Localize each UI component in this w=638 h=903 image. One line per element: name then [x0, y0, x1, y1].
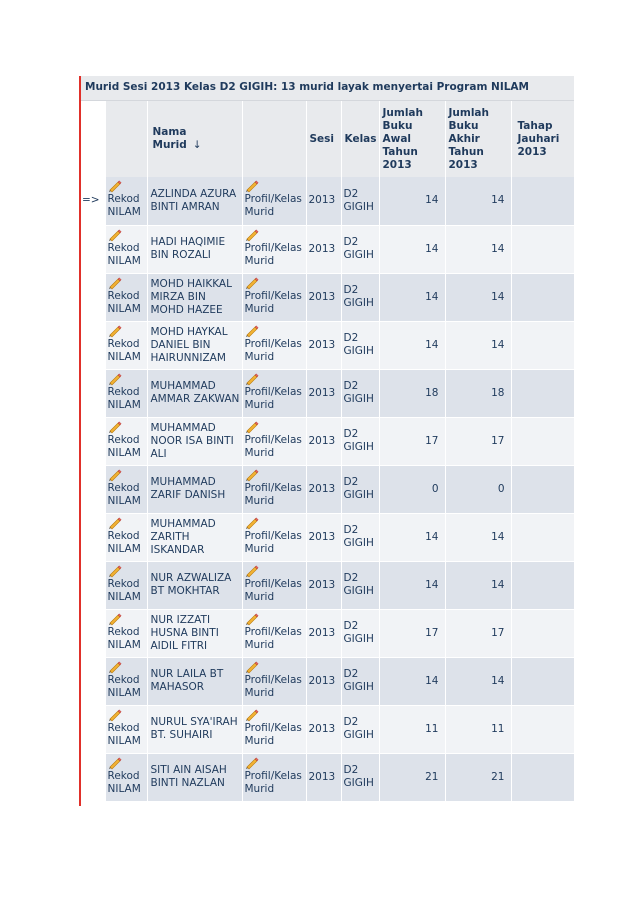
profil-label: Profil/Kelas — [244, 673, 302, 686]
pencil-icon[interactable] — [245, 564, 259, 578]
current-row-marker — [81, 609, 105, 657]
jumlah-akhir-cell: 17 — [445, 609, 511, 657]
table-row — [81, 321, 574, 369]
murid-label: Murid — [244, 494, 275, 507]
header-kelas[interactable]: Kelas — [341, 101, 379, 177]
nama-line: BT. SUHAIRI — [150, 729, 213, 741]
kelas-cell — [341, 273, 379, 321]
pencil-icon[interactable] — [108, 420, 122, 434]
pencil-icon[interactable] — [245, 516, 259, 530]
table-row — [81, 465, 574, 513]
murid-label: Murid — [244, 254, 275, 267]
kelas-line: GIGIH — [343, 200, 374, 213]
nama-murid-cell — [147, 417, 242, 465]
kelas-cell — [341, 513, 379, 561]
nama-line: AIDIL FITRI — [150, 639, 208, 652]
nilam-label: NILAM — [107, 254, 141, 267]
murid-label: Murid — [244, 542, 275, 555]
kelas-line: D2 — [343, 572, 359, 584]
profil-label: Profil/Kelas — [244, 289, 302, 302]
profil-kelas-link[interactable] — [242, 513, 306, 561]
kelas-line: D2 — [343, 476, 359, 488]
murid-label: Murid — [244, 350, 275, 363]
header-line: Buku — [382, 120, 413, 132]
nama-line: ZARIF DANISH — [150, 489, 226, 501]
sesi-cell: 2013 — [306, 609, 341, 657]
table-header-row — [81, 101, 574, 177]
kelas-line: D2 — [343, 380, 359, 392]
nama-murid-cell — [147, 609, 242, 657]
kelas-line: D2 — [343, 428, 359, 440]
nama-murid-cell — [147, 561, 242, 609]
table-row — [81, 273, 574, 321]
pencil-icon[interactable] — [245, 612, 259, 626]
nama-line: MAHASOR — [150, 681, 205, 693]
rekod-label: Rekod — [107, 385, 140, 398]
profil-kelas-link[interactable] — [242, 225, 306, 273]
murid-label: Murid — [244, 638, 275, 651]
kelas-line: GIGIH — [343, 585, 374, 597]
nilam-label: NILAM — [107, 302, 141, 315]
murid-label: Murid — [244, 302, 275, 315]
kelas-line: GIGIH — [343, 441, 374, 453]
jumlah-akhir-cell: 14 — [445, 177, 511, 225]
header-line: Jumlah — [382, 107, 423, 119]
nama-murid-cell — [147, 321, 242, 369]
header-line: Jauhari — [517, 132, 560, 145]
nama-murid-cell — [147, 753, 242, 801]
profil-kelas-link[interactable] — [242, 369, 306, 417]
header-profil-col — [242, 101, 306, 177]
kelas-cell — [341, 657, 379, 705]
tahap-jauhari-cell — [511, 753, 574, 801]
table-row — [81, 753, 574, 801]
profil-label: Profil/Kelas — [244, 193, 302, 205]
rekod-nilam-link[interactable] — [105, 561, 147, 609]
rekod-nilam-link[interactable] — [105, 417, 147, 465]
table-caption-bar — [81, 76, 574, 101]
jumlah-awal-cell: 14 — [379, 321, 445, 369]
rekod-nilam-link[interactable] — [105, 321, 147, 369]
murid-label: Murid — [244, 734, 275, 747]
sesi-cell: 2013 — [306, 465, 341, 513]
pencil-icon[interactable] — [108, 468, 122, 482]
kelas-cell — [341, 609, 379, 657]
header-line: Jumlah — [448, 107, 489, 119]
jumlah-akhir-cell: 17 — [445, 417, 511, 465]
nilam-label: NILAM — [107, 734, 141, 747]
tahap-jauhari-cell — [511, 609, 574, 657]
kelas-line: GIGIH — [343, 681, 374, 693]
current-row-marker — [81, 273, 105, 321]
rekod-label: Rekod — [107, 769, 140, 782]
sesi-cell: 2013 — [306, 225, 341, 273]
pencil-icon[interactable] — [245, 179, 259, 193]
profil-label: Profil/Kelas — [244, 721, 302, 734]
sesi-cell: 2013 — [306, 705, 341, 753]
header-line: Awal — [382, 133, 412, 145]
table-caption: Murid Sesi 2013 Kelas D2 GIGIH: 13 murid layak menyertai Program NILAM — [85, 81, 529, 93]
pencil-icon[interactable] — [108, 756, 122, 770]
header-line: Akhir — [448, 133, 480, 145]
rekod-label: Rekod — [107, 673, 140, 686]
header-rekod-col — [105, 101, 147, 177]
profil-kelas-link[interactable] — [242, 273, 306, 321]
sesi-cell: 2013 — [306, 273, 341, 321]
profil-kelas-link[interactable] — [242, 417, 306, 465]
nama-line: BINTI NAZLAN — [150, 777, 225, 789]
jumlah-akhir-cell: 14 — [445, 321, 511, 369]
jumlah-awal-cell: 14 — [379, 657, 445, 705]
tahap-jauhari-cell — [511, 705, 574, 753]
rekod-label: Rekod — [107, 529, 140, 542]
pencil-icon[interactable] — [245, 468, 259, 482]
kelas-cell — [341, 705, 379, 753]
tahap-jauhari-cell — [511, 465, 574, 513]
nama-murid-cell — [147, 705, 242, 753]
kelas-line: GIGIH — [343, 633, 374, 645]
rekod-nilam-link[interactable] — [105, 609, 147, 657]
nama-line: NURUL SYA'IRAH — [150, 716, 238, 728]
pencil-icon[interactable] — [245, 660, 259, 674]
table-row — [81, 513, 574, 561]
header-line: 2013 — [448, 159, 478, 171]
header-line: Tahap — [517, 119, 553, 132]
pencil-icon[interactable] — [245, 324, 259, 338]
tahap-jauhari-cell — [511, 561, 574, 609]
kelas-line: D2 — [343, 236, 359, 248]
nilam-label: NILAM — [107, 446, 141, 459]
nama-line: AMMAR ZAKWAN — [150, 393, 240, 405]
header-jumlah-awal[interactable] — [379, 101, 445, 177]
header-line: 2013 — [382, 159, 412, 171]
kelas-line: GIGIH — [343, 249, 374, 261]
nilam-label: NILAM — [107, 494, 141, 507]
jumlah-akhir-cell: 14 — [445, 273, 511, 321]
tahap-jauhari-cell — [511, 177, 574, 225]
kelas-cell — [341, 465, 379, 513]
sort-down-icon[interactable]: ↓ — [192, 139, 202, 151]
nama-line: NUR LAILA BT — [150, 668, 224, 680]
nama-murid-cell — [147, 369, 242, 417]
nama-line: HUSNA BINTI — [150, 626, 219, 639]
kelas-line: D2 — [343, 284, 359, 296]
rekod-nilam-link[interactable] — [105, 177, 147, 225]
pencil-icon[interactable] — [108, 228, 122, 242]
jumlah-awal-cell: 11 — [379, 705, 445, 753]
table-row — [81, 417, 574, 465]
kelas-line: GIGIH — [343, 393, 374, 405]
murid-label: Murid — [244, 446, 275, 459]
nilam-label: NILAM — [107, 206, 141, 218]
pencil-icon[interactable] — [245, 372, 259, 386]
tahap-jauhari-cell — [511, 225, 574, 273]
profil-label: Profil/Kelas — [244, 385, 302, 398]
nama-line: MOHD HAIKKAL — [150, 277, 232, 290]
header-line: Buku — [448, 120, 479, 132]
rekod-nilam-link[interactable] — [105, 273, 147, 321]
nilam-label: NILAM — [107, 590, 141, 603]
kelas-cell — [341, 561, 379, 609]
pencil-icon[interactable] — [108, 324, 122, 338]
table-row — [81, 561, 574, 609]
rekod-label: Rekod — [107, 433, 140, 446]
pencil-icon[interactable] — [108, 660, 122, 674]
nilam-label: NILAM — [107, 638, 141, 651]
header-line: Tahun — [448, 146, 484, 158]
header-line: Tahun — [382, 146, 418, 158]
current-row-marker — [81, 657, 105, 705]
nama-line: ALI — [150, 447, 167, 460]
profil-label: Profil/Kelas — [244, 481, 302, 494]
jumlah-akhir-cell: 11 — [445, 705, 511, 753]
kelas-line: GIGIH — [343, 729, 374, 741]
profil-label: Profil/Kelas — [244, 433, 302, 446]
jumlah-akhir-cell: 14 — [445, 225, 511, 273]
rekod-nilam-link[interactable] — [105, 465, 147, 513]
sesi-cell: 2013 — [306, 753, 341, 801]
current-row-marker — [81, 225, 105, 273]
sesi-cell: 2013 — [306, 177, 341, 225]
jumlah-awal-cell: 21 — [379, 753, 445, 801]
nama-line: MIRZA BIN — [150, 290, 206, 303]
pencil-icon[interactable] — [245, 228, 259, 242]
kelas-line: GIGIH — [343, 537, 374, 549]
kelas-line: GIGIH — [343, 345, 374, 357]
profil-label: Profil/Kelas — [244, 241, 302, 254]
profil-label: Profil/Kelas — [244, 625, 302, 638]
nama-line: MUHAMMAD — [150, 421, 216, 434]
profil-kelas-link[interactable] — [242, 753, 306, 801]
current-row-marker — [81, 561, 105, 609]
rekod-nilam-link[interactable] — [105, 513, 147, 561]
jumlah-awal-cell: 14 — [379, 273, 445, 321]
rekod-label: Rekod — [107, 337, 140, 350]
rekod-nilam-link[interactable] — [105, 705, 147, 753]
kelas-line: GIGIH — [343, 489, 374, 501]
table-row — [81, 657, 574, 705]
jumlah-awal-cell: 0 — [379, 465, 445, 513]
profil-label: Profil/Kelas — [244, 577, 302, 590]
table-row — [81, 369, 574, 417]
nama-line: HADI HAQIMIE — [150, 236, 226, 248]
profil-kelas-link[interactable] — [242, 561, 306, 609]
sesi-cell: 2013 — [306, 417, 341, 465]
jumlah-awal-cell: 17 — [379, 417, 445, 465]
profil-label: Profil/Kelas — [244, 529, 302, 542]
pencil-icon[interactable] — [245, 756, 259, 770]
nama-murid-cell — [147, 465, 242, 513]
profil-label: Profil/Kelas — [244, 337, 302, 350]
jumlah-akhir-cell: 14 — [445, 561, 511, 609]
current-row-marker — [81, 321, 105, 369]
jumlah-akhir-cell: 14 — [445, 657, 511, 705]
rekod-label: Rekod — [107, 193, 140, 205]
header-line: 2013 — [517, 145, 547, 158]
nama-line: NOOR ISA BINTI — [150, 434, 234, 447]
rekod-nilam-link[interactable] — [105, 657, 147, 705]
header-sesi[interactable]: Sesi — [306, 101, 341, 177]
profil-label: Profil/Kelas — [244, 769, 302, 782]
kelas-line: D2 — [343, 764, 359, 776]
current-row-marker — [81, 465, 105, 513]
nama-line: NUR IZZATI — [150, 613, 211, 626]
rekod-label: Rekod — [107, 721, 140, 734]
sesi-cell: 2013 — [306, 657, 341, 705]
nilam-label: NILAM — [107, 686, 141, 699]
kelas-line: D2 — [343, 668, 359, 680]
nama-line: MUHAMMAD — [150, 517, 216, 530]
nama-line: SITI AIN AISAH — [150, 764, 227, 776]
murid-label: Murid — [244, 782, 275, 795]
jumlah-akhir-cell: 14 — [445, 513, 511, 561]
tahap-jauhari-cell — [511, 513, 574, 561]
pencil-icon[interactable] — [108, 372, 122, 386]
nama-line: MUHAMMAD — [150, 380, 216, 392]
murid-label: Murid — [244, 686, 275, 699]
sesi-cell: 2013 — [306, 321, 341, 369]
nama-line: BT MOKHTAR — [150, 585, 220, 597]
table-row — [81, 225, 574, 273]
current-row-marker — [81, 705, 105, 753]
kelas-cell — [341, 753, 379, 801]
pencil-icon[interactable] — [108, 516, 122, 530]
kelas-line: D2 — [343, 524, 359, 536]
current-row-marker: => — [81, 177, 105, 225]
current-row-marker — [81, 417, 105, 465]
tahap-jauhari-cell — [511, 321, 574, 369]
rekod-nilam-link[interactable] — [105, 225, 147, 273]
nama-murid-cell — [147, 273, 242, 321]
tahap-jauhari-cell — [511, 369, 574, 417]
nama-line: HAIRUNNIZAM — [150, 351, 226, 364]
kelas-line: GIGIH — [343, 297, 374, 309]
tahap-jauhari-cell — [511, 273, 574, 321]
header-jumlah-akhir[interactable] — [445, 101, 511, 177]
current-row-marker — [81, 753, 105, 801]
murid-label: Murid — [244, 398, 275, 411]
header-nama-label: Nama Murid — [152, 126, 187, 151]
pencil-icon[interactable] — [245, 420, 259, 434]
kelas-line: GIGIH — [343, 777, 374, 789]
nama-line: ZARITH — [150, 530, 190, 543]
table-row — [81, 705, 574, 753]
pencil-icon[interactable] — [245, 708, 259, 722]
kelas-line: D2 — [343, 716, 359, 728]
nilam-label: NILAM — [107, 542, 141, 555]
nama-line: BIN ROZALI — [150, 249, 211, 261]
kelas-cell — [341, 417, 379, 465]
jumlah-awal-cell: 17 — [379, 609, 445, 657]
nama-line: MOHD HAZEE — [150, 303, 223, 316]
nama-murid-cell — [147, 177, 242, 225]
rekod-label: Rekod — [107, 241, 140, 254]
nama-line: DANIEL BIN — [150, 338, 211, 351]
sesi-cell: 2013 — [306, 513, 341, 561]
jumlah-awal-cell: 14 — [379, 513, 445, 561]
header-tahap-jauhari[interactable] — [511, 101, 574, 177]
header-nama-murid[interactable] — [147, 101, 242, 177]
nama-line: MUHAMMAD — [150, 476, 216, 488]
sesi-cell: 2013 — [306, 369, 341, 417]
nama-line: AZLINDA AZURA — [150, 187, 237, 200]
jumlah-awal-cell: 14 — [379, 177, 445, 225]
jumlah-awal-cell: 14 — [379, 225, 445, 273]
nama-murid-cell — [147, 657, 242, 705]
kelas-line: D2 — [343, 620, 359, 632]
kelas-cell — [341, 177, 379, 225]
pencil-icon[interactable] — [245, 276, 259, 290]
nama-murid-cell — [147, 225, 242, 273]
rekod-label: Rekod — [107, 289, 140, 302]
table-row — [81, 177, 574, 225]
profil-kelas-link[interactable] — [242, 609, 306, 657]
jumlah-akhir-cell: 0 — [445, 465, 511, 513]
murid-label: Murid — [244, 590, 275, 603]
nilam-label: NILAM — [107, 350, 141, 363]
nama-line: ISKANDAR — [150, 543, 205, 556]
kelas-cell — [341, 225, 379, 273]
pencil-icon[interactable] — [108, 179, 122, 193]
nilam-label: NILAM — [107, 782, 141, 795]
rekod-label: Rekod — [107, 625, 140, 638]
pencil-icon[interactable] — [108, 276, 122, 290]
tahap-jauhari-cell — [511, 657, 574, 705]
table-row — [81, 609, 574, 657]
nama-murid-cell — [147, 513, 242, 561]
pencil-icon[interactable] — [108, 564, 122, 578]
tahap-jauhari-cell — [511, 417, 574, 465]
profil-kelas-link[interactable] — [242, 177, 306, 225]
profil-kelas-link[interactable] — [242, 705, 306, 753]
rekod-nilam-link[interactable] — [105, 369, 147, 417]
jumlah-awal-cell: 18 — [379, 369, 445, 417]
profil-kelas-link[interactable] — [242, 465, 306, 513]
pencil-icon[interactable] — [108, 708, 122, 722]
profil-kelas-link[interactable] — [242, 321, 306, 369]
jumlah-awal-cell: 14 — [379, 561, 445, 609]
rekod-nilam-link[interactable] — [105, 753, 147, 801]
students-table — [81, 101, 575, 802]
kelas-line: D2 — [343, 187, 359, 200]
current-row-marker — [81, 369, 105, 417]
rekod-label: Rekod — [107, 481, 140, 494]
nama-line: BINTI AMRAN — [150, 200, 220, 213]
profil-kelas-link[interactable] — [242, 657, 306, 705]
header-marker-col — [81, 101, 105, 177]
kelas-line: D2 — [343, 332, 359, 344]
murid-label: Murid — [244, 206, 275, 218]
kelas-cell — [341, 321, 379, 369]
jumlah-akhir-cell: 21 — [445, 753, 511, 801]
nama-line: MOHD HAYKAL — [150, 325, 228, 338]
rekod-label: Rekod — [107, 577, 140, 590]
sesi-cell: 2013 — [306, 561, 341, 609]
nama-line: NUR AZWALIZA — [150, 572, 232, 584]
kelas-cell — [341, 369, 379, 417]
pencil-icon[interactable] — [108, 612, 122, 626]
jumlah-akhir-cell: 18 — [445, 369, 511, 417]
current-row-marker — [81, 513, 105, 561]
nilam-label: NILAM — [107, 398, 141, 411]
